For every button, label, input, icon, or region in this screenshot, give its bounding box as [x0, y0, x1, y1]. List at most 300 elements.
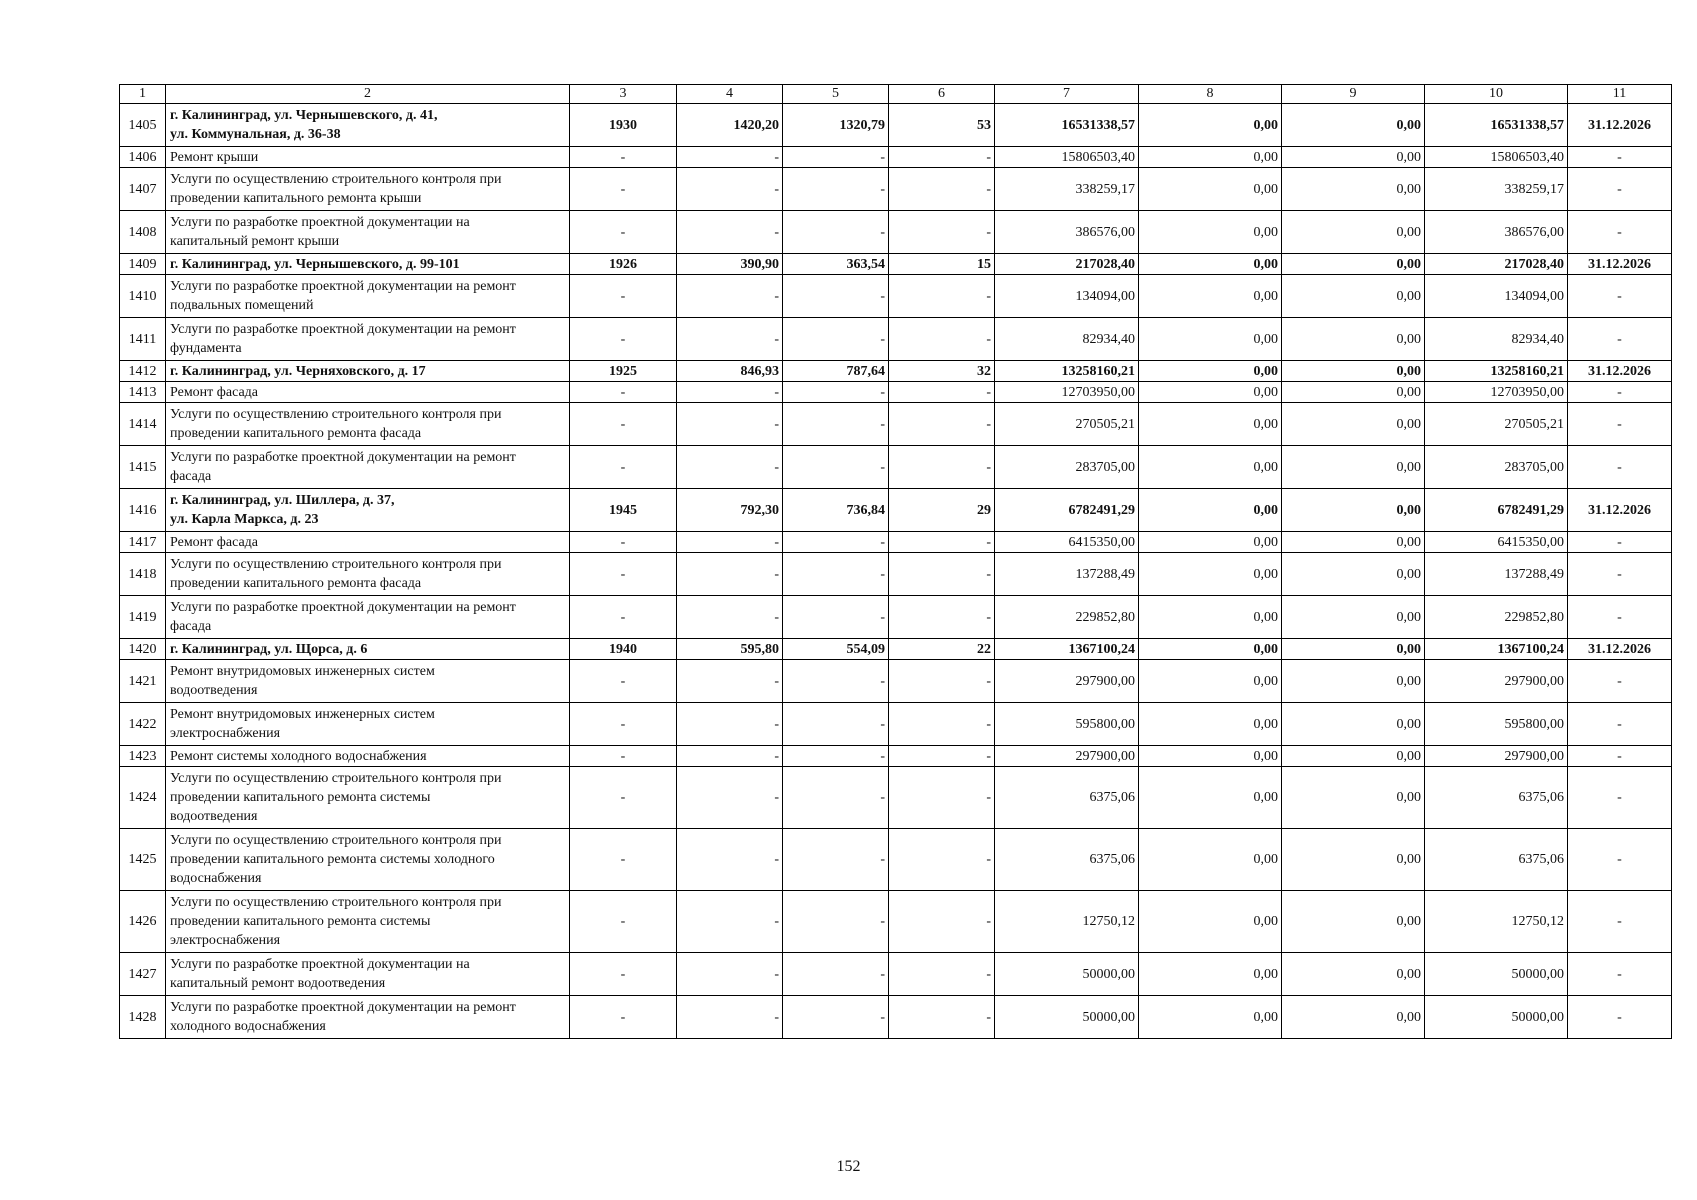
- cost-column-9-cell: 0,00: [1282, 361, 1425, 382]
- row-number-cell: 1411: [120, 318, 166, 361]
- description-line: Ремонт фасада: [170, 384, 259, 400]
- completion-date-cell: 31.12.2026: [1568, 639, 1672, 660]
- total-cost-cell: 270505,21: [995, 403, 1139, 446]
- construction-year-cell: -: [570, 403, 677, 446]
- completion-date-cell: -: [1568, 403, 1672, 446]
- work-item-row: [120, 147, 1672, 168]
- living-area-cell: 1320,79: [783, 104, 889, 147]
- cost-column-9-cell: 0,00: [1282, 596, 1425, 639]
- cost-column-8-cell: 0,00: [1139, 318, 1282, 361]
- residents-count-cell: -: [889, 211, 995, 254]
- fund-cost-cell: 297900,00: [1425, 746, 1568, 767]
- living-area-cell: 363,54: [783, 254, 889, 275]
- residents-count-cell: -: [889, 703, 995, 746]
- total-area-cell: -: [677, 553, 783, 596]
- description-line: проведении капитального ремонта системы: [170, 790, 431, 805]
- work-description-cell: [166, 168, 570, 211]
- address-row: [120, 254, 1672, 275]
- cost-column-9-cell: 0,00: [1282, 767, 1425, 829]
- construction-year-cell: -: [570, 147, 677, 168]
- total-cost-cell: 338259,17: [995, 168, 1139, 211]
- residents-count-cell: -: [889, 382, 995, 403]
- description-line: водоотведения: [170, 809, 258, 824]
- total-area-cell: -: [677, 660, 783, 703]
- address-cell: [166, 254, 570, 275]
- row-number-cell: 1418: [120, 553, 166, 596]
- fund-cost-cell: 12703950,00: [1425, 382, 1568, 403]
- cost-column-8-cell: 0,00: [1139, 168, 1282, 211]
- construction-year-cell: -: [570, 168, 677, 211]
- completion-date-cell: -: [1568, 553, 1672, 596]
- description-line: г. Калининград, ул. Чернышевского, д. 99-101: [170, 256, 460, 272]
- total-cost-cell: 6415350,00: [995, 532, 1139, 553]
- description-line: ул. Коммунальная, д. 36-38: [170, 127, 341, 142]
- description-line: капитальный ремонт крыши: [170, 234, 340, 249]
- total-area-cell: -: [677, 703, 783, 746]
- fund-cost-cell: 595800,00: [1425, 703, 1568, 746]
- description-line: капитальный ремонт водоотведения: [170, 976, 386, 991]
- work-item-row: [120, 660, 1672, 703]
- total-cost-cell: 595800,00: [995, 703, 1139, 746]
- cost-column-8-cell: 0,00: [1139, 553, 1282, 596]
- row-number-cell: 1406: [120, 147, 166, 168]
- row-number-cell: 1424: [120, 767, 166, 829]
- cost-column-9-cell: 0,00: [1282, 147, 1425, 168]
- work-item-row: [120, 746, 1672, 767]
- total-cost-cell: 16531338,57: [995, 104, 1139, 147]
- residents-count-cell: -: [889, 553, 995, 596]
- work-description-cell: [166, 211, 570, 254]
- living-area-cell: -: [783, 596, 889, 639]
- fund-cost-cell: 6375,06: [1425, 829, 1568, 891]
- cost-column-9-cell: 0,00: [1282, 703, 1425, 746]
- completion-date-cell: -: [1568, 446, 1672, 489]
- cost-column-8-cell: 0,00: [1139, 147, 1282, 168]
- cost-column-8-cell: 0,00: [1139, 746, 1282, 767]
- work-item-row: [120, 596, 1672, 639]
- description-line: Услуги по осуществлению строительного контроля при: [170, 172, 502, 187]
- description-line: Услуги по осуществлению строительного контроля при: [170, 771, 502, 786]
- cost-column-8-cell: 0,00: [1139, 996, 1282, 1039]
- total-cost-cell: 15806503,40: [995, 147, 1139, 168]
- work-description-cell: [166, 403, 570, 446]
- living-area-cell: -: [783, 211, 889, 254]
- address-cell: [166, 489, 570, 532]
- cost-column-9-cell: 0,00: [1282, 254, 1425, 275]
- row-number-cell: 1415: [120, 446, 166, 489]
- construction-year-cell: -: [570, 382, 677, 403]
- row-number-cell: 1422: [120, 703, 166, 746]
- description-line: электроснабжения: [170, 933, 281, 948]
- description-line: г. Калининград, ул. Черняховского, д. 17: [170, 363, 426, 379]
- construction-year-cell: -: [570, 318, 677, 361]
- description-line: Услуги по разработке проектной документации на ремонт: [170, 322, 516, 337]
- completion-date-cell: -: [1568, 382, 1672, 403]
- completion-date-cell: -: [1568, 746, 1672, 767]
- cost-column-9-cell: 0,00: [1282, 829, 1425, 891]
- total-area-cell: -: [677, 147, 783, 168]
- residents-count-cell: -: [889, 953, 995, 996]
- living-area-cell: 787,64: [783, 361, 889, 382]
- total-cost-cell: 6782491,29: [995, 489, 1139, 532]
- completion-date-cell: -: [1568, 996, 1672, 1039]
- cost-column-8-cell: 0,00: [1139, 891, 1282, 953]
- work-item-row: [120, 318, 1672, 361]
- description-line: Услуги по осуществлению строительного контроля при: [170, 407, 502, 422]
- address-cell: [166, 639, 570, 660]
- work-description-cell: [166, 703, 570, 746]
- total-cost-cell: 12750,12: [995, 891, 1139, 953]
- address-row: [120, 639, 1672, 660]
- completion-date-cell: 31.12.2026: [1568, 104, 1672, 147]
- completion-date-cell: -: [1568, 275, 1672, 318]
- total-cost-cell: 13258160,21: [995, 361, 1139, 382]
- completion-date-cell: -: [1568, 703, 1672, 746]
- capital-repair-table: [119, 84, 1672, 1039]
- fund-cost-cell: 297900,00: [1425, 660, 1568, 703]
- construction-year-cell: 1926: [570, 254, 677, 275]
- description-line: г. Калининград, ул. Щорса, д. 6: [170, 641, 368, 657]
- living-area-cell: -: [783, 446, 889, 489]
- work-item-row: [120, 275, 1672, 318]
- residents-count-cell: -: [889, 403, 995, 446]
- cost-column-9-cell: 0,00: [1282, 660, 1425, 703]
- description-line: фасада: [170, 469, 212, 484]
- row-number-cell: 1421: [120, 660, 166, 703]
- row-number-cell: 1427: [120, 953, 166, 996]
- total-cost-cell: 6375,06: [995, 829, 1139, 891]
- cost-column-9-cell: 0,00: [1282, 275, 1425, 318]
- row-number-cell: 1428: [120, 996, 166, 1039]
- row-number-cell: 1417: [120, 532, 166, 553]
- residents-count-cell: 32: [889, 361, 995, 382]
- residents-count-cell: -: [889, 891, 995, 953]
- fund-cost-cell: 50000,00: [1425, 953, 1568, 996]
- work-description-cell: [166, 275, 570, 318]
- address-cell: [166, 361, 570, 382]
- total-area-cell: -: [677, 891, 783, 953]
- work-description-cell: [166, 953, 570, 996]
- residents-count-cell: -: [889, 996, 995, 1039]
- cost-column-8-cell: 0,00: [1139, 596, 1282, 639]
- fund-cost-cell: 16531338,57: [1425, 104, 1568, 147]
- address-cell: [166, 104, 570, 147]
- description-line: Ремонт внутридомовых инженерных систем: [170, 664, 435, 679]
- total-cost-cell: 137288,49: [995, 553, 1139, 596]
- cost-column-9-cell: 0,00: [1282, 532, 1425, 553]
- fund-cost-cell: 283705,00: [1425, 446, 1568, 489]
- work-description-cell: [166, 318, 570, 361]
- cost-column-8-cell: 0,00: [1139, 703, 1282, 746]
- work-item-row: [120, 553, 1672, 596]
- column-number: 4: [677, 85, 783, 104]
- description-line: Ремонт системы холодного водоснабжения: [170, 748, 427, 764]
- fund-cost-cell: 229852,80: [1425, 596, 1568, 639]
- residents-count-cell: 15: [889, 254, 995, 275]
- construction-year-cell: -: [570, 532, 677, 553]
- construction-year-cell: -: [570, 703, 677, 746]
- living-area-cell: -: [783, 996, 889, 1039]
- column-number: 10: [1425, 85, 1568, 104]
- description-line: Услуги по разработке проектной документации на: [170, 215, 470, 230]
- total-area-cell: 846,93: [677, 361, 783, 382]
- total-area-cell: 595,80: [677, 639, 783, 660]
- residents-count-cell: -: [889, 596, 995, 639]
- living-area-cell: -: [783, 275, 889, 318]
- work-description-cell: [166, 446, 570, 489]
- page-number: 152: [836, 1158, 861, 1175]
- cost-column-8-cell: 0,00: [1139, 403, 1282, 446]
- row-number-cell: 1423: [120, 746, 166, 767]
- total-area-cell: -: [677, 767, 783, 829]
- total-cost-cell: 297900,00: [995, 660, 1139, 703]
- construction-year-cell: 1940: [570, 639, 677, 660]
- cost-column-8-cell: 0,00: [1139, 829, 1282, 891]
- description-line: Услуги по разработке проектной документации на ремонт: [170, 1000, 516, 1015]
- construction-year-cell: 1945: [570, 489, 677, 532]
- cost-column-9-cell: 0,00: [1282, 746, 1425, 767]
- residents-count-cell: -: [889, 746, 995, 767]
- column-number: 6: [889, 85, 995, 104]
- completion-date-cell: -: [1568, 953, 1672, 996]
- work-description-cell: [166, 596, 570, 639]
- description-line: холодного водоснабжения: [170, 1019, 326, 1034]
- total-area-cell: -: [677, 996, 783, 1039]
- construction-year-cell: -: [570, 953, 677, 996]
- work-description-cell: [166, 147, 570, 168]
- description-line: фундамента: [170, 341, 242, 356]
- living-area-cell: -: [783, 660, 889, 703]
- fund-cost-cell: 6375,06: [1425, 767, 1568, 829]
- work-description-cell: [166, 996, 570, 1039]
- cost-column-9-cell: 0,00: [1282, 318, 1425, 361]
- living-area-cell: -: [783, 767, 889, 829]
- column-number-row: [120, 85, 1672, 104]
- work-item-row: [120, 382, 1672, 403]
- cost-column-9-cell: 0,00: [1282, 553, 1425, 596]
- work-item-row: [120, 767, 1672, 829]
- work-item-row: [120, 403, 1672, 446]
- completion-date-cell: -: [1568, 532, 1672, 553]
- work-item-row: [120, 446, 1672, 489]
- description-line: Услуги по осуществлению строительного контроля при: [170, 895, 502, 910]
- address-row: [120, 104, 1672, 147]
- fund-cost-cell: 82934,40: [1425, 318, 1568, 361]
- fund-cost-cell: 6415350,00: [1425, 532, 1568, 553]
- total-area-cell: -: [677, 275, 783, 318]
- residents-count-cell: -: [889, 767, 995, 829]
- living-area-cell: -: [783, 553, 889, 596]
- column-number: 7: [995, 85, 1139, 104]
- construction-year-cell: -: [570, 746, 677, 767]
- cost-column-8-cell: 0,00: [1139, 446, 1282, 489]
- description-line: Услуги по осуществлению строительного контроля при: [170, 557, 502, 572]
- description-line: водоотведения: [170, 683, 258, 698]
- work-description-cell: [166, 532, 570, 553]
- cost-column-8-cell: 0,00: [1139, 532, 1282, 553]
- construction-year-cell: -: [570, 275, 677, 318]
- residents-count-cell: 29: [889, 489, 995, 532]
- living-area-cell: 736,84: [783, 489, 889, 532]
- construction-year-cell: 1930: [570, 104, 677, 147]
- living-area-cell: -: [783, 703, 889, 746]
- construction-year-cell: -: [570, 660, 677, 703]
- cost-column-9-cell: 0,00: [1282, 382, 1425, 403]
- completion-date-cell: 31.12.2026: [1568, 254, 1672, 275]
- residents-count-cell: -: [889, 318, 995, 361]
- description-line: Ремонт крыши: [170, 149, 259, 165]
- work-description-cell: [166, 829, 570, 891]
- description-line: ул. Карла Маркса, д. 23: [170, 512, 319, 527]
- cost-column-9-cell: 0,00: [1282, 891, 1425, 953]
- total-cost-cell: 229852,80: [995, 596, 1139, 639]
- work-description-cell: [166, 382, 570, 403]
- construction-year-cell: -: [570, 767, 677, 829]
- total-cost-cell: 12703950,00: [995, 382, 1139, 403]
- construction-year-cell: -: [570, 446, 677, 489]
- cost-column-9-cell: 0,00: [1282, 996, 1425, 1039]
- total-area-cell: -: [677, 382, 783, 403]
- cost-column-8-cell: 0,00: [1139, 639, 1282, 660]
- cost-column-9-cell: 0,00: [1282, 446, 1425, 489]
- construction-year-cell: -: [570, 829, 677, 891]
- residents-count-cell: 53: [889, 104, 995, 147]
- living-area-cell: -: [783, 532, 889, 553]
- residents-count-cell: -: [889, 168, 995, 211]
- column-number: 2: [166, 85, 570, 104]
- completion-date-cell: 31.12.2026: [1568, 361, 1672, 382]
- total-area-cell: -: [677, 211, 783, 254]
- total-area-cell: -: [677, 168, 783, 211]
- completion-date-cell: 31.12.2026: [1568, 489, 1672, 532]
- completion-date-cell: -: [1568, 211, 1672, 254]
- completion-date-cell: -: [1568, 168, 1672, 211]
- fund-cost-cell: 6782491,29: [1425, 489, 1568, 532]
- work-description-cell: [166, 746, 570, 767]
- construction-year-cell: 1925: [570, 361, 677, 382]
- total-area-cell: 792,30: [677, 489, 783, 532]
- cost-column-9-cell: 0,00: [1282, 403, 1425, 446]
- residents-count-cell: -: [889, 660, 995, 703]
- row-number-cell: 1420: [120, 639, 166, 660]
- living-area-cell: -: [783, 147, 889, 168]
- residents-count-cell: 22: [889, 639, 995, 660]
- completion-date-cell: -: [1568, 318, 1672, 361]
- column-number: 3: [570, 85, 677, 104]
- completion-date-cell: -: [1568, 891, 1672, 953]
- construction-year-cell: -: [570, 596, 677, 639]
- description-line: проведении капитального ремонта фасада: [170, 426, 422, 441]
- fund-cost-cell: 386576,00: [1425, 211, 1568, 254]
- total-cost-cell: 283705,00: [995, 446, 1139, 489]
- work-item-row: [120, 703, 1672, 746]
- completion-date-cell: -: [1568, 660, 1672, 703]
- living-area-cell: -: [783, 891, 889, 953]
- description-line: электроснабжения: [170, 726, 281, 741]
- column-number: 9: [1282, 85, 1425, 104]
- fund-cost-cell: 134094,00: [1425, 275, 1568, 318]
- cost-column-9-cell: 0,00: [1282, 953, 1425, 996]
- work-item-row: [120, 168, 1672, 211]
- row-number-cell: 1410: [120, 275, 166, 318]
- row-number-cell: 1413: [120, 382, 166, 403]
- column-number: 11: [1568, 85, 1672, 104]
- column-number: 5: [783, 85, 889, 104]
- construction-year-cell: -: [570, 996, 677, 1039]
- row-number-cell: 1426: [120, 891, 166, 953]
- row-number-cell: 1416: [120, 489, 166, 532]
- total-cost-cell: 6375,06: [995, 767, 1139, 829]
- cost-column-8-cell: 0,00: [1139, 275, 1282, 318]
- cost-column-8-cell: 0,00: [1139, 953, 1282, 996]
- construction-year-cell: -: [570, 891, 677, 953]
- work-item-row: [120, 891, 1672, 953]
- residents-count-cell: -: [889, 829, 995, 891]
- row-number-cell: 1409: [120, 254, 166, 275]
- work-item-row: [120, 996, 1672, 1039]
- description-line: Услуги по разработке проектной документации на ремонт: [170, 600, 516, 615]
- work-description-cell: [166, 891, 570, 953]
- total-cost-cell: 217028,40: [995, 254, 1139, 275]
- cost-column-9-cell: 0,00: [1282, 104, 1425, 147]
- total-area-cell: -: [677, 318, 783, 361]
- row-number-cell: 1407: [120, 168, 166, 211]
- row-number-cell: 1414: [120, 403, 166, 446]
- living-area-cell: 554,09: [783, 639, 889, 660]
- living-area-cell: -: [783, 746, 889, 767]
- living-area-cell: -: [783, 318, 889, 361]
- description-line: проведении капитального ремонта фасада: [170, 576, 422, 591]
- cost-column-8-cell: 0,00: [1139, 361, 1282, 382]
- total-area-cell: 1420,20: [677, 104, 783, 147]
- residents-count-cell: -: [889, 532, 995, 553]
- row-number-cell: 1408: [120, 211, 166, 254]
- work-description-cell: [166, 660, 570, 703]
- description-line: подвальных помещений: [170, 298, 314, 313]
- description-line: проведении капитального ремонта системы холодного: [170, 852, 495, 867]
- row-number-cell: 1405: [120, 104, 166, 147]
- residents-count-cell: -: [889, 275, 995, 318]
- work-item-row: [120, 211, 1672, 254]
- cost-column-8-cell: 0,00: [1139, 211, 1282, 254]
- description-line: Ремонт фасада: [170, 534, 259, 550]
- cost-column-9-cell: 0,00: [1282, 211, 1425, 254]
- total-area-cell: -: [677, 532, 783, 553]
- description-line: фасада: [170, 619, 212, 634]
- address-row: [120, 489, 1672, 532]
- total-area-cell: -: [677, 829, 783, 891]
- total-cost-cell: 50000,00: [995, 996, 1139, 1039]
- completion-date-cell: -: [1568, 767, 1672, 829]
- residents-count-cell: -: [889, 446, 995, 489]
- living-area-cell: -: [783, 168, 889, 211]
- cost-column-9-cell: 0,00: [1282, 639, 1425, 660]
- fund-cost-cell: 12750,12: [1425, 891, 1568, 953]
- cost-column-8-cell: 0,00: [1139, 767, 1282, 829]
- total-cost-cell: 297900,00: [995, 746, 1139, 767]
- total-cost-cell: 1367100,24: [995, 639, 1139, 660]
- total-cost-cell: 386576,00: [995, 211, 1139, 254]
- total-area-cell: -: [677, 746, 783, 767]
- completion-date-cell: -: [1568, 147, 1672, 168]
- description-line: Услуги по разработке проектной документации на: [170, 957, 470, 972]
- description-line: проведении капитального ремонта системы: [170, 914, 431, 929]
- description-line: Услуги по осуществлению строительного контроля при: [170, 833, 502, 848]
- cost-column-8-cell: 0,00: [1139, 489, 1282, 532]
- cost-column-9-cell: 0,00: [1282, 489, 1425, 532]
- living-area-cell: -: [783, 403, 889, 446]
- fund-cost-cell: 270505,21: [1425, 403, 1568, 446]
